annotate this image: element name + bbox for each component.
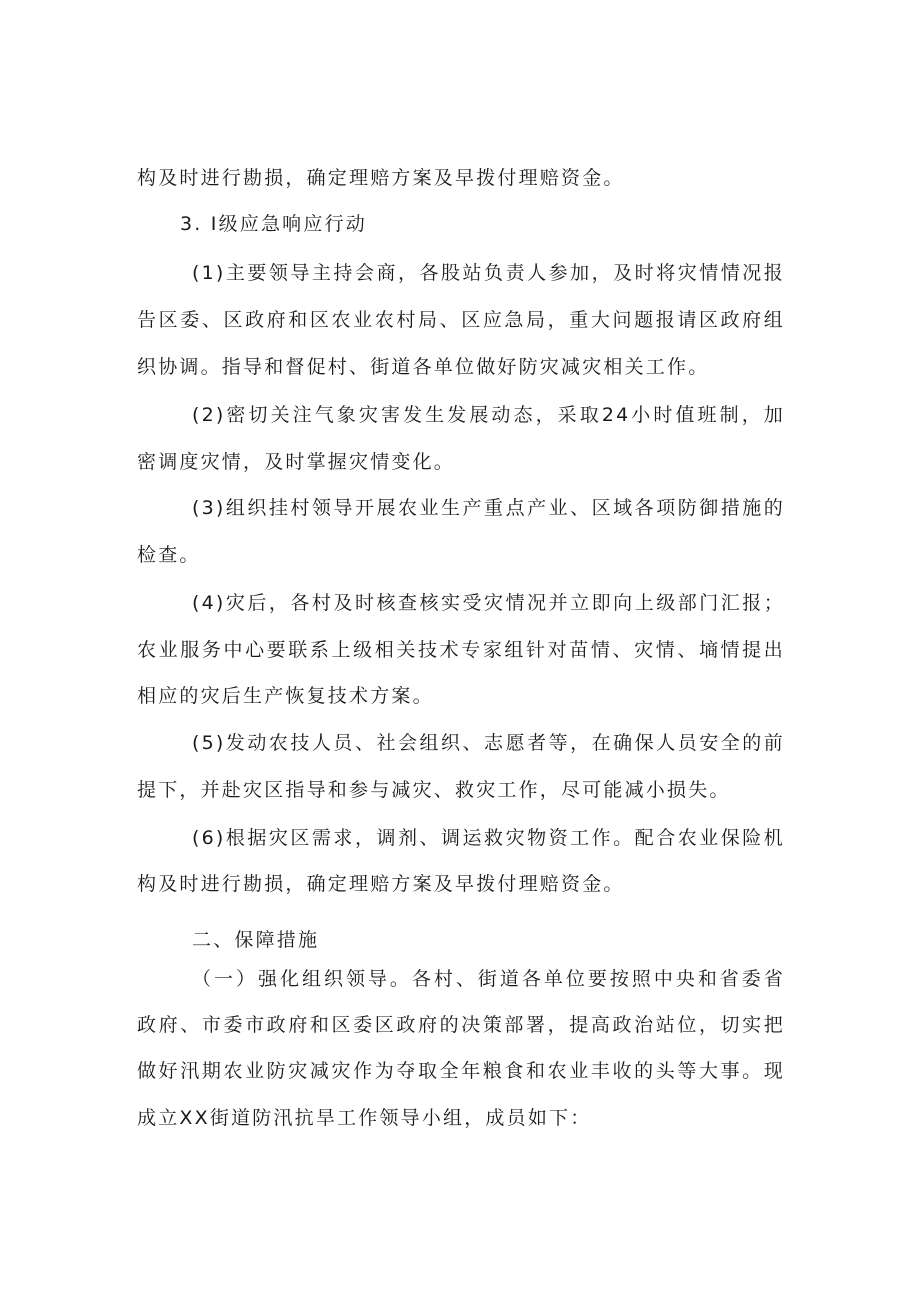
text-line: (5)发动农技人员、社会组织、志愿者等，在确保人员安全的前: [192, 732, 785, 754]
text-line: (1)主要领导主持会商，各股站负责人参加，及时将灾情情况报: [192, 262, 785, 284]
section-heading: 二、保障措施: [192, 929, 320, 951]
text-line: (2)密切关注气象灾害发生发展动态，采取24小时值班制，加: [192, 404, 785, 426]
text-line: (3)组织挂村领导开展农业生产重点产业、区域各项防御措施的: [192, 497, 785, 519]
text-line: (4)灾后，各村及时核查核实受灾情况并立即向上级部门汇报；: [192, 592, 785, 614]
text-line: 相应的灾后生产恢复技术方案。: [137, 685, 434, 707]
text-line: 农业服务中心要联系上级相关技术专家组针对苗情、灾情、墒情提出: [137, 639, 785, 661]
text-line: 做好汛期农业防灾减灾作为夺取全年粮食和农业丰收的头等大事。现: [137, 1060, 785, 1082]
text-line: 构及时进行勘损，确定理赔方案及早拨付理赔资金。: [137, 873, 625, 895]
text-line: 构及时进行勘损，确定理赔方案及早拨付理赔资金。: [137, 167, 625, 189]
text-line: 政府、市委市政府和区委区政府的决策部署，提高政治站位，切实把: [137, 1014, 785, 1036]
section-heading: 3. Ⅰ级应急响应行动: [180, 213, 367, 235]
text-line: 密调度灾情，及时掌握灾情变化。: [137, 451, 456, 473]
text-line: 织协调。指导和督促村、街道各单位做好防灾减灾相关工作。: [137, 356, 710, 378]
text-line: 提下，并赴灾区指导和参与减灾、救灾工作，尽可能减小损失。: [137, 779, 731, 801]
text-line: 成立XX街道防汛抗旱工作领导小组，成员如下：: [137, 1107, 592, 1129]
text-line: (6)根据灾区需求，调剂、调运救灾物资工作。配合农业保险机: [192, 827, 785, 849]
text-line: （一）强化组织领导。各村、街道各单位要按照中央和省委省: [192, 968, 785, 990]
text-line: 检查。: [137, 544, 201, 566]
text-line: 告区委、区政府和区农业农村局、区应急局，重大问题报请区政府组: [137, 309, 785, 331]
